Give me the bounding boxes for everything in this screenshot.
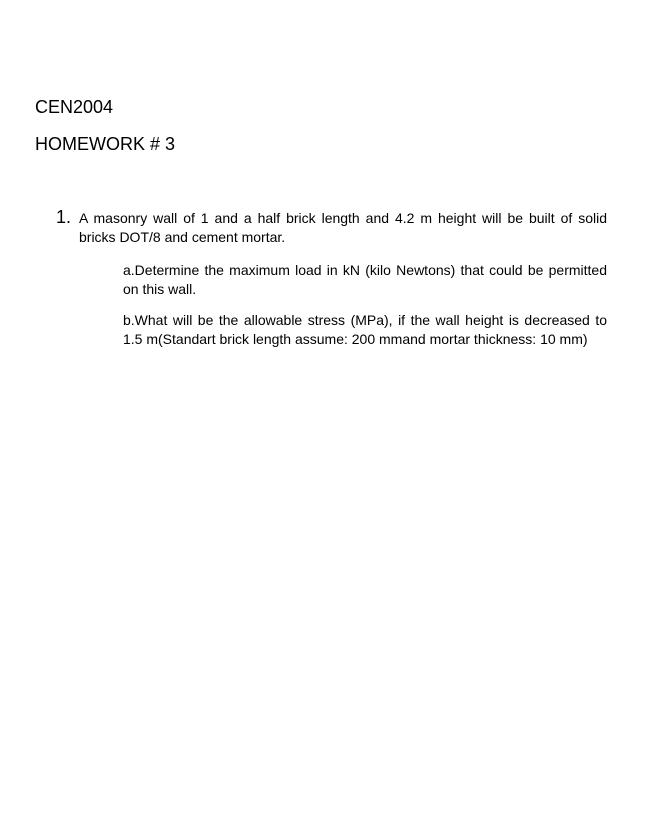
sub-question-b: b.What will be the allowable stress (MPa), if the wall height is decreased to 1.5 m(Standart brick length assume: 200 mmand mortar thickness: 10 mm) [123, 312, 607, 347]
question-number: 1. [56, 207, 72, 227]
sub-question-a: a.Determine the maximum load in kN (kilo Newtons) that could be permitted on this wall. [123, 262, 607, 297]
homework-title: HOMEWORK # 3 [35, 134, 176, 154]
question-text: A masonry wall of 1 and a half brick length and 4.2 m height will be built of solid bricks DOT/8 and cement mortar. [79, 210, 607, 245]
course-code: CEN2004 [35, 97, 114, 117]
